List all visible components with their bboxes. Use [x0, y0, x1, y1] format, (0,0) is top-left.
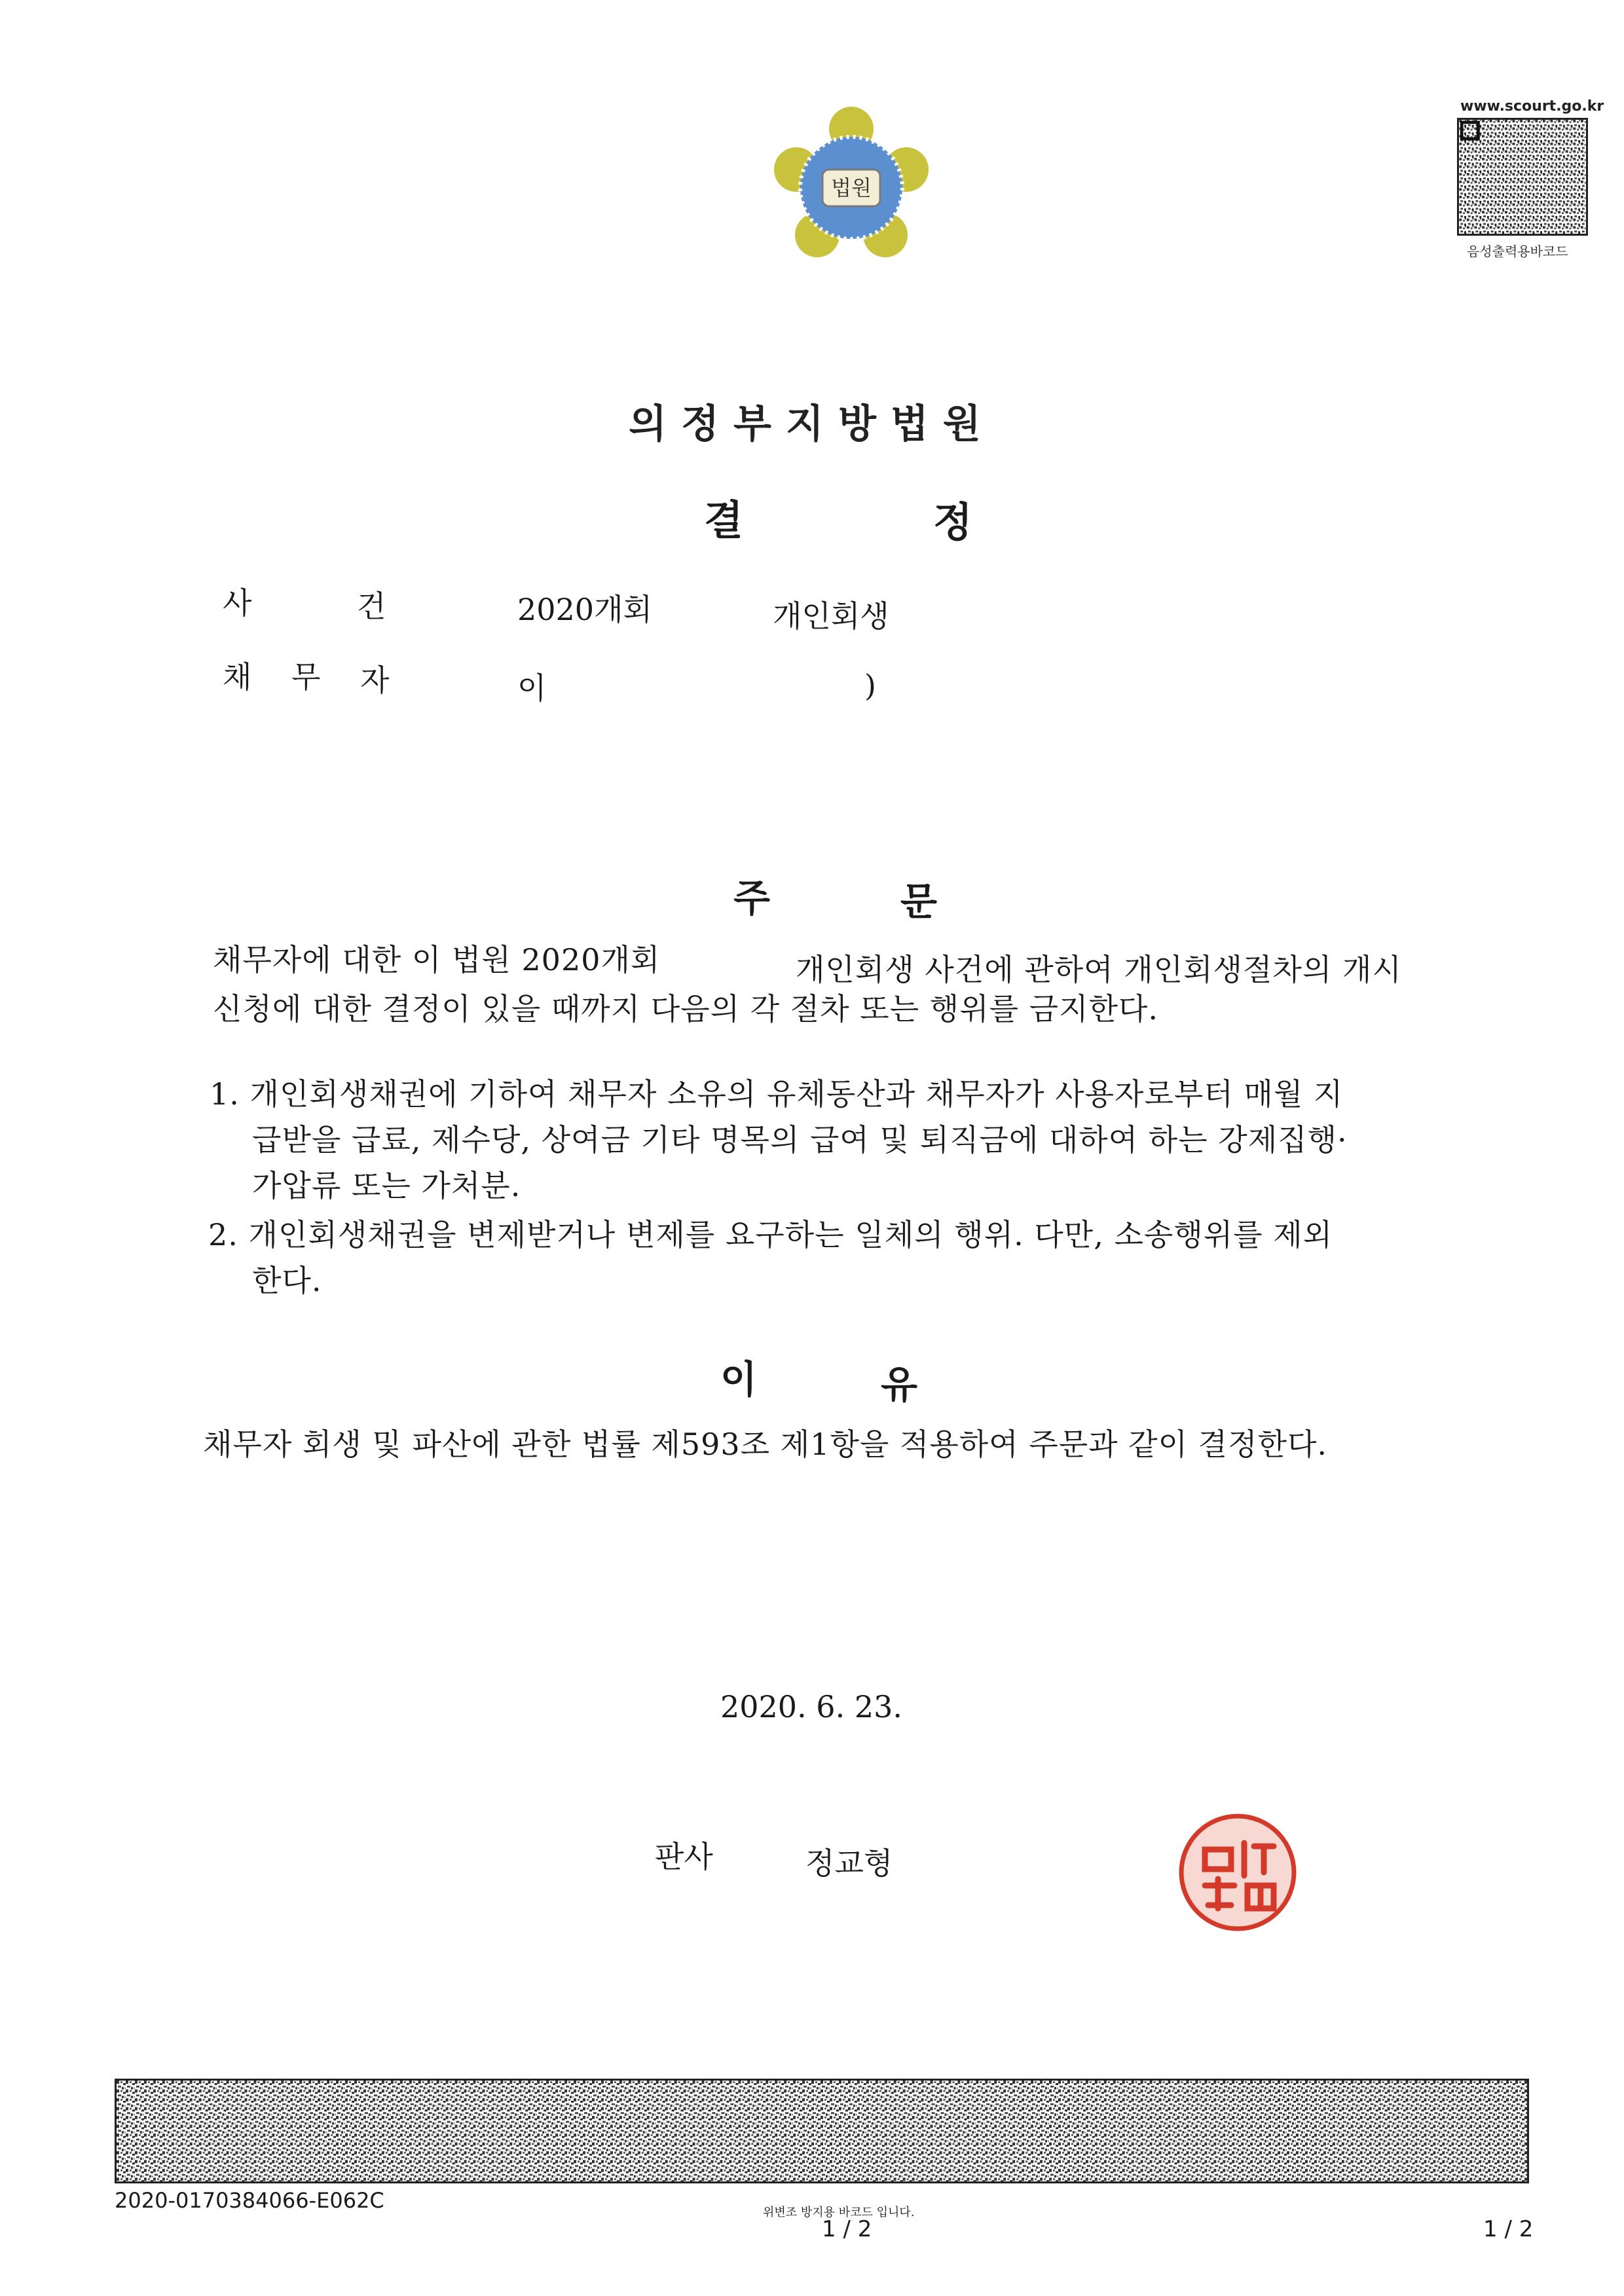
debtor-name: 이	[517, 670, 547, 706]
page-number-center: 1 / 2	[822, 2216, 872, 2242]
order-heading-char-2: 문	[900, 879, 938, 924]
page-number-right: 1 / 2	[1483, 2216, 1534, 2242]
forgery-note: 위변조 방지용 바코드 입니다.	[763, 2206, 915, 2219]
order-intro-line-1a: 채무자에 대한 이 법원 2020개회	[213, 942, 661, 977]
judge-name: 정교형	[805, 1846, 893, 1881]
reason-text: 채무자 회생 및 파산에 관한 법률 제593조 제1항을 적용하여 주문과 같이 결정한다.	[203, 1427, 1328, 1462]
debtor-label-char-1: 채	[223, 659, 252, 695]
reason-heading-char-2: 유	[881, 1362, 918, 1407]
judge-label: 판사	[655, 1839, 713, 1874]
debtor-label-char-3: 자	[360, 663, 390, 698]
document-id: 2020-0170384066-E062C	[115, 2188, 384, 2213]
case-label-char-2: 건	[357, 589, 386, 624]
doc-title-char-2: 정	[933, 498, 972, 546]
anti-forgery-barcode	[115, 2079, 1529, 2183]
emblem-text: 법원	[831, 175, 872, 200]
court-url: www.scourt.go.kr	[1460, 98, 1604, 115]
court-emblem-logo	[766, 101, 936, 272]
case-type: 개인회생	[773, 598, 889, 634]
order-item-1-line-3: 가압류 또는 가처분.	[252, 1168, 521, 1203]
court-name: 의정부지방법원	[629, 401, 995, 447]
judge-seal-stamp	[1175, 1810, 1300, 1935]
order-intro-line-2: 신청에 대한 결정이 있을 때까지 다음의 각 절차 또는 행위를 금지한다.	[213, 991, 1159, 1027]
barcode-caption: 음성출력용바코드	[1467, 244, 1568, 259]
order-item-2-line-1: 2. 개인회생채권을 변제받거나 변제를 요구하는 일체의 행위. 다만, 소송행위를 제외	[208, 1217, 1333, 1252]
case-label-char-1: 사	[223, 585, 252, 621]
speech-barcode	[1457, 118, 1588, 236]
debtor-paren: )	[864, 668, 876, 703]
reason-heading-char-1: 이	[720, 1357, 758, 1402]
order-item-2-line-2: 한다.	[252, 1263, 322, 1298]
order-item-1-line-1: 1. 개인회생채권에 기하여 채무자 소유의 유체동산과 채무자가 사용자로부터 매월 지	[210, 1076, 1344, 1112]
doc-title-char-1: 결	[704, 496, 743, 544]
decision-date: 2020. 6. 23.	[720, 1689, 902, 1724]
debtor-label-char-2: 무	[291, 659, 321, 695]
order-item-1-line-2: 급받을 급료, 제수당, 상여금 기타 명목의 급여 및 퇴직금에 대하여 하는 강제집행·	[252, 1122, 1348, 1157]
order-intro-line-1b: 개인회생 사건에 관하여 개인회생절차의 개시	[796, 952, 1402, 987]
order-heading-char-1: 주	[733, 876, 771, 920]
case-number: 2020개회	[517, 592, 652, 627]
